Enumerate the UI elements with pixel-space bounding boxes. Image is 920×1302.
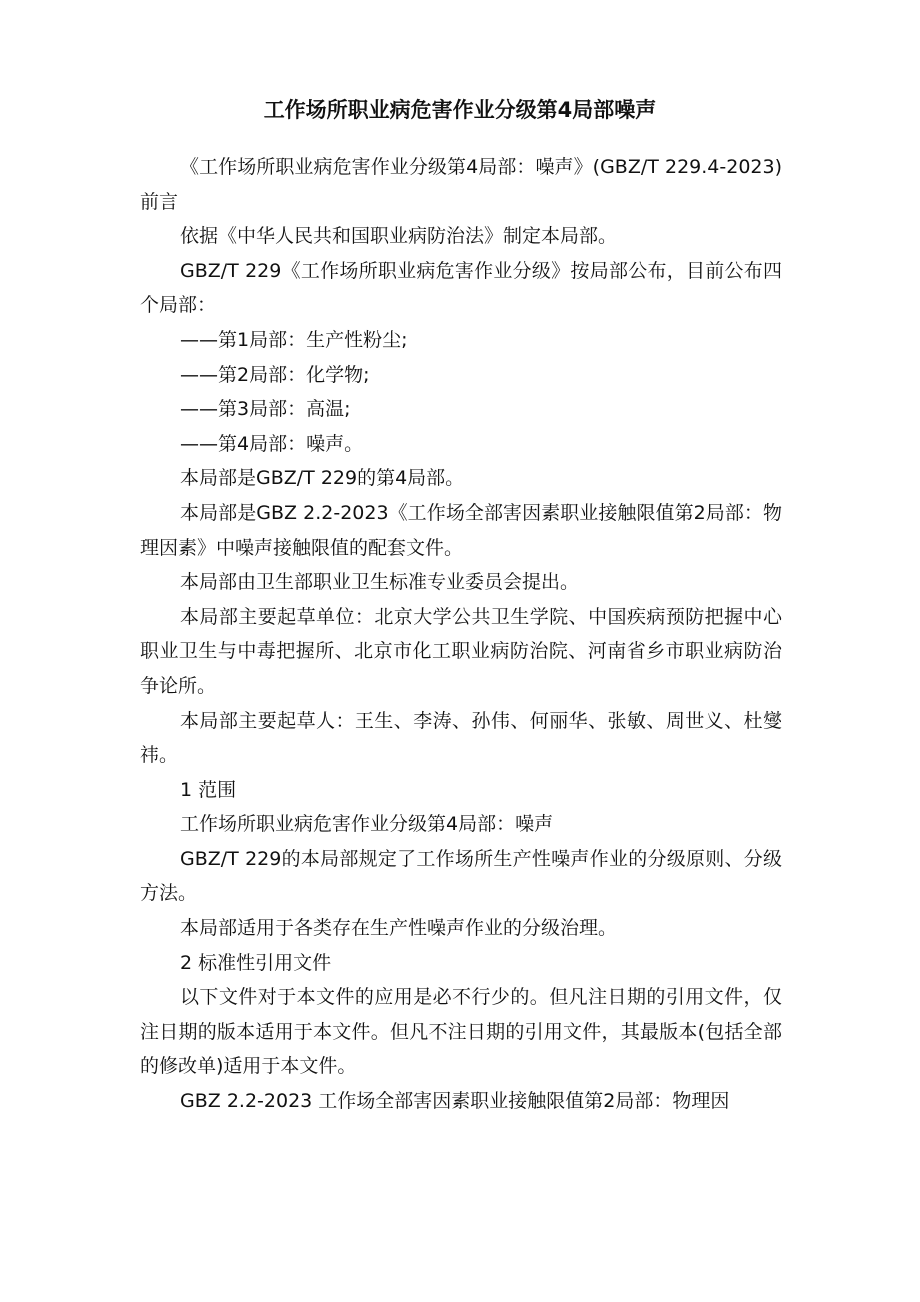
paragraph-references-intro: 以下文件对于本文件的应用是必不行少的。但凡注日期的引用文件，仅注日期的版本适用于本文件。但凡不注日期的引用文件，其最版本(包括全部的修改单)适用于本文件。 xyxy=(140,986,782,1078)
paragraph-scope-content: GBZ/T 229的本局部规定了工作场所生产性噪声作业的分级原则、分级方法。 xyxy=(140,847,782,905)
paragraph-preface: 《工作场所职业病危害作业分级第4局部：噪声》(GBZ/T 229.4-2023)前言 xyxy=(140,156,782,213)
paragraph-part-number: 本局部是GBZ/T 229的第4局部。 xyxy=(180,467,465,490)
list-item-part-3: ——第3局部：高温; xyxy=(180,398,351,421)
document-body xyxy=(140,150,782,1119)
list-item-part-2: ——第2局部：化学物; xyxy=(180,363,370,386)
list-item-part-1: ——第1局部：生产性粉尘; xyxy=(180,328,408,351)
paragraph-drafters: 本局部主要起草人：王生、李涛、孙伟、何丽华、张敏、周世义、杜燮祎。 xyxy=(140,709,782,767)
paragraph-scope-title: 工作场所职业病危害作业分级第4局部：噪声 xyxy=(180,813,554,836)
paragraph-basis: 依据《中华人民共和国职业病防治法》制定本局部。 xyxy=(180,225,618,248)
paragraph-reference-gbz: GBZ 2.2-2023 工作场全部害因素职业接触限值第2局部：物理因 xyxy=(180,1090,730,1113)
paragraph-drafting-units: 本局部主要起草单位：北京大学公共卫生学院、中国疾病预防把握中心职业卫生与中毒把握所、北京市化工职业病防治院、河南省乡市职业病防治争论所。 xyxy=(140,605,782,697)
paragraph-companion-file: 本局部是GBZ 2.2-2023《工作场全部害因素职业接触限值第2局部：物理因素》中噪声接触限值的配套文件。 xyxy=(140,501,782,559)
paragraph-parts-intro: GBZ/T 229《工作场所职业病危害作业分级》按局部公布，目前公布四个局部： xyxy=(140,259,782,317)
document-title: 工作场所职业病危害作业分级第4局部噪声 xyxy=(263,98,657,122)
section-heading-scope: 1 范围 xyxy=(180,778,237,801)
section-heading-normative-references: 2 标准性引用文件 xyxy=(180,951,332,974)
list-item-part-4: ——第4局部：噪声。 xyxy=(180,432,364,455)
paragraph-proposer: 本局部由卫生部职业卫生标准专业委员会提出。 xyxy=(180,571,580,594)
paragraph-scope-application: 本局部适用于各类存在生产性噪声作业的分级治理。 xyxy=(180,917,618,940)
